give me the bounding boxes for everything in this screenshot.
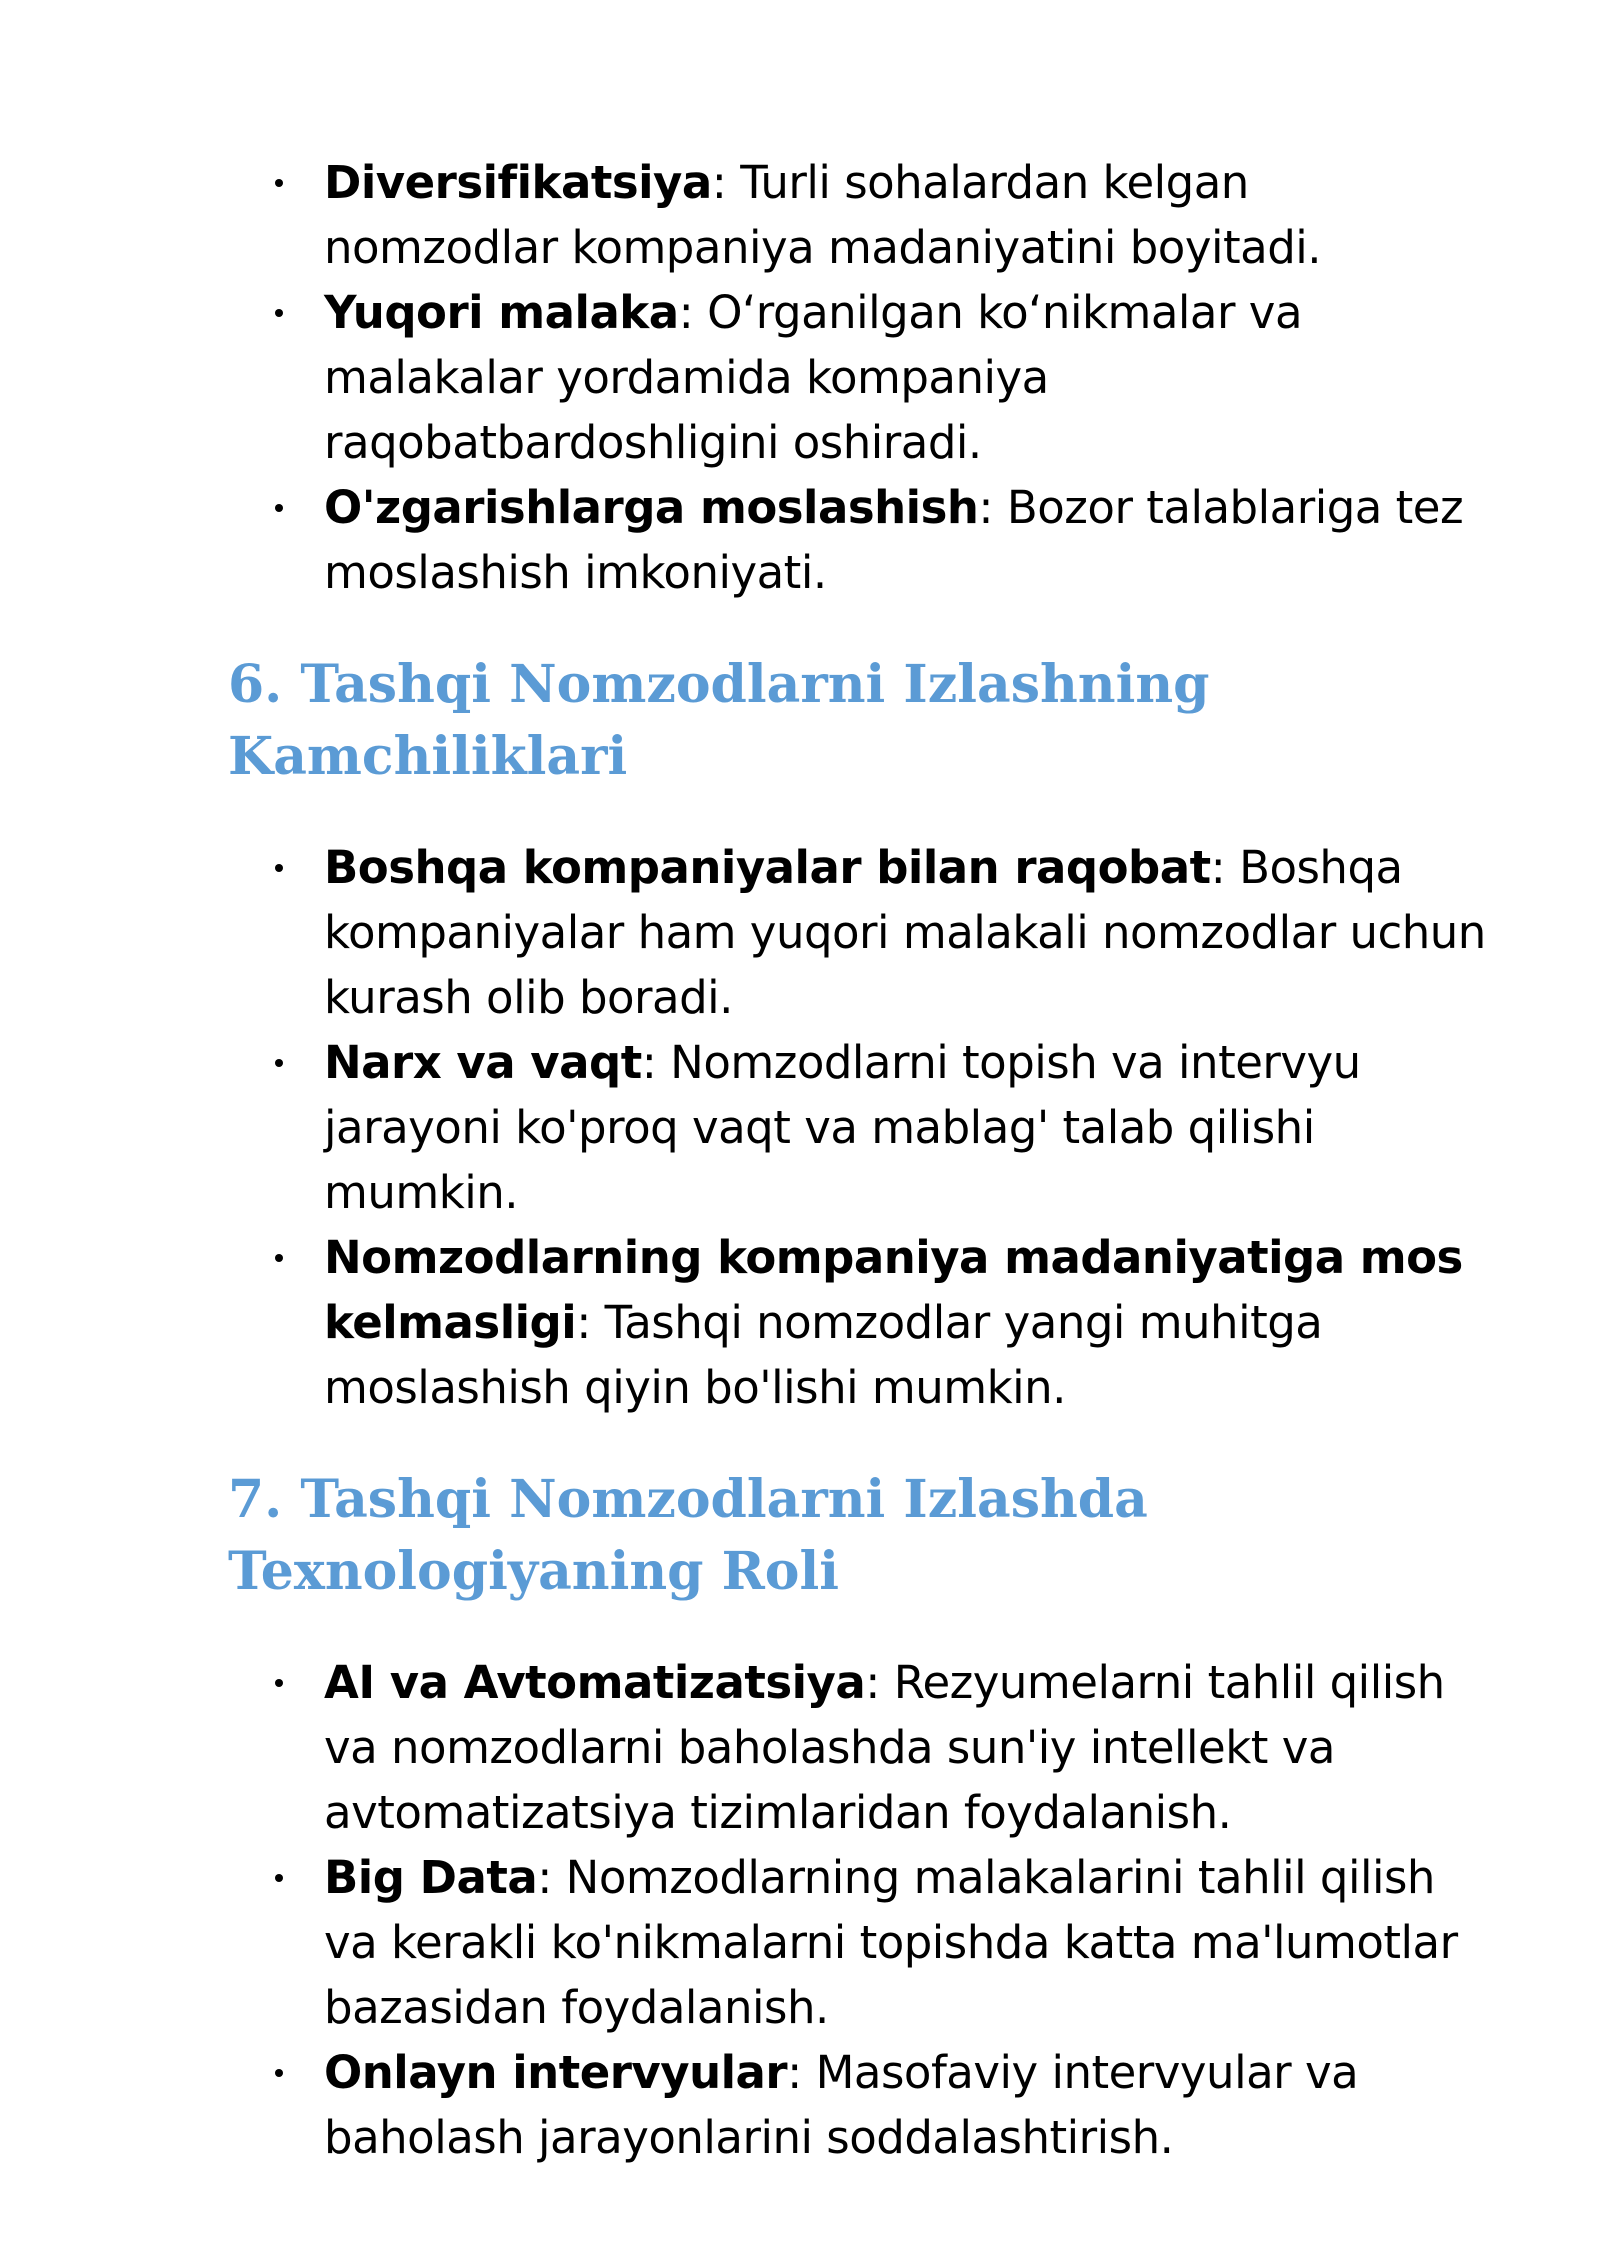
list-item-text: : Rezyumelarni tahlil qilish va nomzodlarni baholashda sun'iy intellekt va avtomatizatsiya tizimlaridan foydalanish.	[324, 1656, 1445, 1839]
list-item	[228, 1225, 1488, 1420]
document-page	[228, 150, 1488, 2170]
section-heading-7: 7. Tashqi Nomzodlarni Izlashda Texnologiyaning Roli	[228, 1469, 1148, 1602]
list-item-text: : Bozor talablariga tez moslashish imkoniyati.	[324, 481, 1464, 599]
bullet-icon	[275, 504, 283, 512]
list-item-term: Narx va vaqt	[324, 1036, 642, 1089]
list-item-term: Boshqa kompaniyalar bilan raqobat	[324, 841, 1211, 894]
list-item	[228, 835, 1488, 1030]
list-item-term: O'zgarishlarga moslashish	[324, 481, 979, 534]
list-item-text: : Turli sohalardan kelgan nomzodlar kompaniya madaniyatini boyitadi.	[324, 156, 1322, 274]
bullet-icon	[275, 864, 283, 872]
section-heading-6: 6. Tashqi Nomzodlarni Izlashning Kamchiliklari	[228, 654, 1210, 787]
bullet-list-technology	[228, 1650, 1488, 2170]
list-item-text: : Masofaviy intervyular va baholash jarayonlarini soddalashtirish.	[324, 2046, 1359, 2164]
list-item-term: AI va Avtomatizatsiya	[324, 1656, 866, 1709]
bullet-icon	[275, 1874, 283, 1882]
bullet-icon	[275, 2069, 283, 2077]
list-item	[228, 1845, 1488, 2040]
bullet-icon	[275, 179, 283, 187]
list-item-text: : Tashqi nomzodlar yangi muhitga moslashish qiyin bo'lishi mumkin.	[324, 1296, 1323, 1414]
bullet-icon	[275, 1254, 283, 1262]
list-item	[228, 150, 1488, 280]
bullet-icon	[275, 309, 283, 317]
bullet-icon	[275, 1059, 283, 1067]
list-item	[228, 1030, 1488, 1225]
bullet-list-drawbacks	[228, 835, 1488, 1420]
list-item-term: Diversifikatsiya	[324, 156, 712, 209]
list-item-term: Big Data	[324, 1851, 538, 1904]
bullet-icon	[275, 1679, 283, 1687]
list-item-text: : Nomzodlarni topish va intervyu jarayoni ko'proq vaqt va mablag' talab qilishi mumkin.	[324, 1036, 1361, 1219]
list-item-term: Onlayn intervyular	[324, 2046, 788, 2099]
list-item	[228, 280, 1488, 475]
list-item	[228, 1650, 1488, 1845]
list-item-text: : O‘rganilgan ko‘nikmalar va malakalar yordamida kompaniya raqobatbardoshligini oshiradi.	[324, 286, 1303, 469]
list-item-term: Yuqori malaka	[324, 286, 679, 339]
bullet-list-advantages	[228, 150, 1488, 605]
list-item-term: Nomzodlarning kompaniya madaniyatiga mos kelmasligi	[324, 1231, 1463, 1349]
list-item	[228, 475, 1488, 605]
list-item	[228, 2040, 1488, 2170]
list-item-text: : Boshqa kompaniyalar ham yuqori malakali nomzodlar uchun kurash olib boradi.	[324, 841, 1486, 1024]
list-item-text: : Nomzodlarning malakalarini tahlil qilish va kerakli ko'nikmalarni topishda katta ma'lumotlar bazasidan foydalanish.	[324, 1851, 1458, 2034]
